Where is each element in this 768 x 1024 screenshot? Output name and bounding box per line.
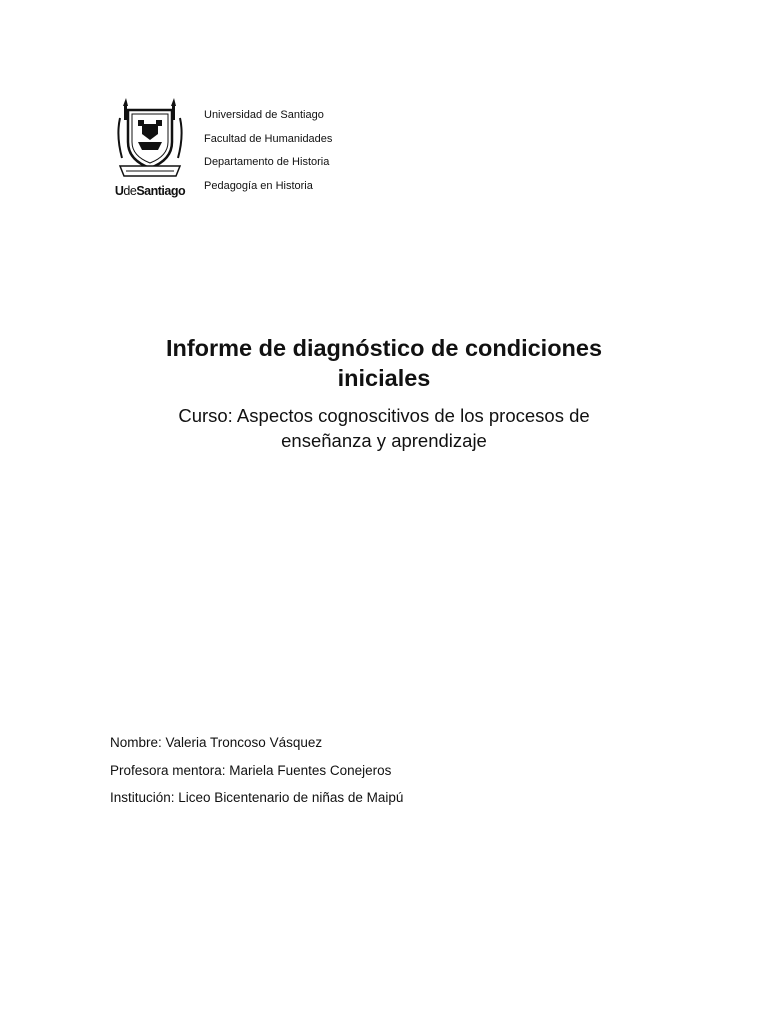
- author-details: [110, 733, 403, 816]
- report-title-line-2: iniciales: [337, 365, 431, 391]
- university-wordmark: UdeSantiago: [114, 184, 186, 198]
- student-name: Nombre: Valeria Troncoso Vásquez: [110, 735, 323, 750]
- university-crest-icon: [114, 96, 186, 182]
- faculty-name: Facultad de Humanidades: [204, 132, 333, 145]
- course-subtitle: [84, 403, 684, 453]
- report-title-line-1: Informe de diagnóstico de condiciones: [165, 335, 603, 361]
- program-name: Pedagogía en Historia: [204, 180, 313, 193]
- university-logo: [114, 96, 186, 202]
- school-name: Institución: Liceo Bicentenario de niñas de Maipú: [110, 790, 404, 805]
- institution-block: [204, 107, 332, 202]
- mentor-name: Profesora mentora: Mariela Fuentes Conejeros: [110, 762, 392, 778]
- course-subtitle-line-1: Curso: Aspectos cognoscitivos de los procesos de: [178, 405, 590, 426]
- university-name: Universidad de Santiago: [204, 109, 324, 121]
- report-title: [84, 333, 684, 393]
- department-name: Departamento de Historia: [204, 156, 330, 169]
- course-subtitle-line-2: enseñanza y aprendizaje: [281, 430, 487, 451]
